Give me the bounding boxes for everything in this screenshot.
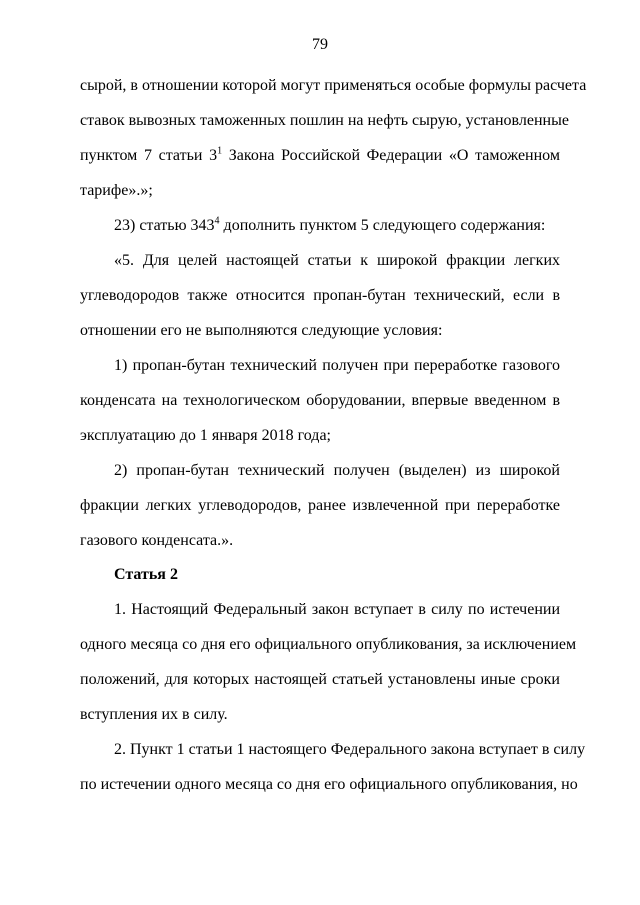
superscript: 1 [217, 145, 223, 157]
paragraph-line: вступления их в силу. [80, 706, 228, 723]
paragraph-line: фракции легких углеводородов, ранее извлеченной при переработке [80, 497, 560, 514]
paragraph-line: 2. Пункт 1 статьи 1 настоящего Федерального закона вступает в силу [114, 741, 586, 758]
paragraph-line: 1. Настоящий Федеральный закон вступает в силу по истечении [114, 601, 560, 618]
paragraph-line: газового конденсата.». [80, 532, 234, 549]
paragraph-line: эксплуатацию до 1 января 2018 года; [80, 427, 331, 444]
paragraph-line: 23) статью $343^4$ дополнить пунктом 5 следующего содержания: [114, 215, 546, 234]
paragraph-line: ставок вывозных таможенных пошлин на нефть сырую, установленные [80, 112, 569, 129]
page-number: 79 [312, 36, 328, 53]
paragraph-line: сырой, в отношении которой могут применяться особые формулы расчета [80, 77, 587, 94]
paragraph-line: 1) пропан-бутан технический получен при переработке газового [114, 357, 560, 374]
superscript: 4 [214, 215, 220, 227]
paragraph-line: одного месяца со дня его официального опубликования, за исключением [80, 636, 577, 653]
paragraph-line: отношении его не выполняются следующие условия: [80, 322, 443, 339]
paragraph-line: положений, для которых настоящей статьей установлены иные сроки [80, 671, 560, 688]
paragraph-line: углеводородов также относится пропан-бутан технический, если в [80, 287, 560, 304]
article-heading: Статья 2 [114, 566, 178, 583]
paragraph-line: пунктом 7 статьи $3^1$ Закона Российской Федерации «О таможенном [80, 145, 560, 164]
paragraph-line: «5. Для целей настоящей статьи к широкой фракции легких [114, 252, 560, 269]
paragraph-line: конденсата на технологическом оборудовании, впервые введенном в [80, 392, 560, 409]
paragraph-line: по истечении одного месяца со дня его официального опубликования, но [80, 776, 578, 793]
paragraph-line: 2) пропан-бутан технический получен (выделен) из широкой [114, 462, 560, 479]
paragraph-line: тарифе».»; [80, 182, 153, 199]
